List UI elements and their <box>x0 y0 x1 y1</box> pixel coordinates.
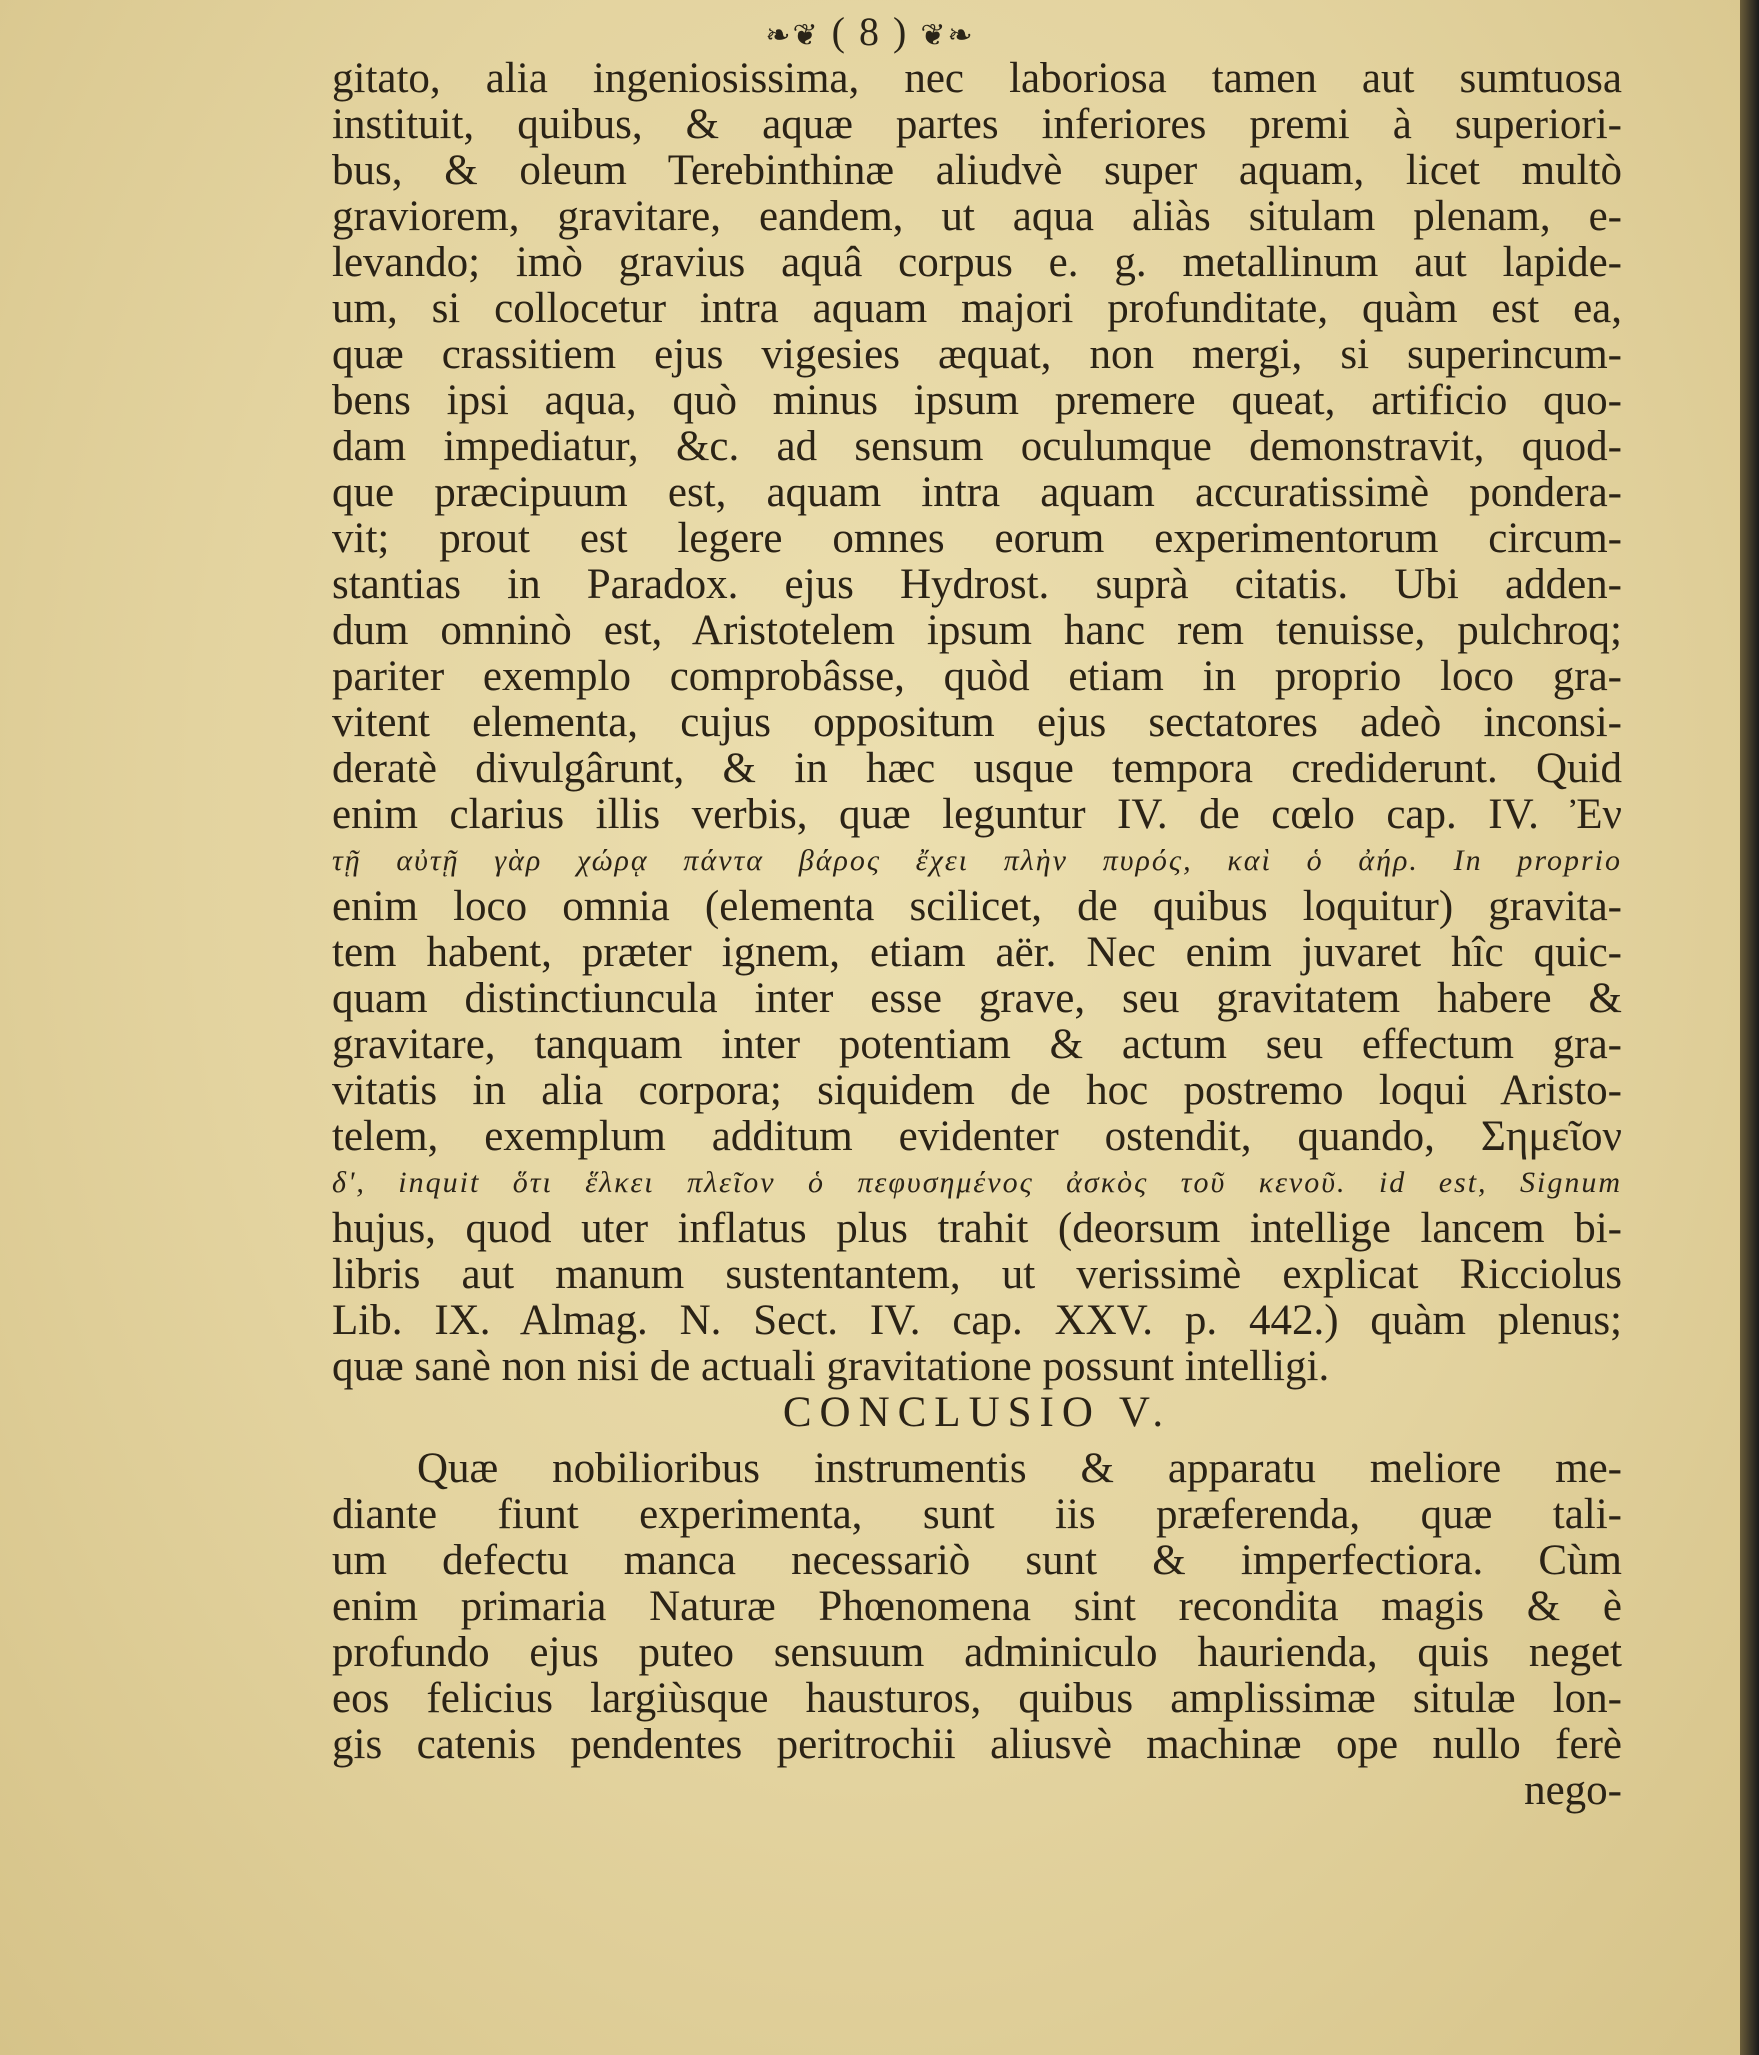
text-line: dum omninò est, Aristotelem ipsum hanc rem tenuisse, pulchroq; <box>332 607 1622 654</box>
ornament-right-icon: ❦❧ <box>920 19 975 52</box>
catchword: nego- <box>1524 1767 1622 1814</box>
text-line: bens ipsi aqua, quò minus ipsum premere queat, artificio quo- <box>332 377 1622 424</box>
text-line: enim clarius illis verbis, quæ leguntur IV. de cœlo cap. IV. Ἐν <box>332 791 1622 838</box>
text-line: bus, & oleum Terebinthinæ aliudvè super aquam, licet multò <box>332 147 1622 194</box>
paragraph-line: eos felicius largiùsque hausturos, quibus amplissimæ situlæ lon- <box>332 1675 1622 1722</box>
paragraph-line: enim primaria Naturæ Phœnomena sint recondita magis & è <box>332 1583 1622 1630</box>
body-text <box>332 56 1622 1814</box>
greek-line: τῇ αὐτῇ γὰρ χώρᾳ πάντα βάρος ἔχει πλὴν πυρός, καὶ ὁ ἀήρ. In proprio <box>332 844 1622 877</box>
text-line: graviorem, gravitare, eandem, ut aqua aliàs situlam plenam, e- <box>332 193 1622 240</box>
text-line: libris aut manum sustentantem, ut verissimè explicat Ricciolus <box>332 1251 1622 1298</box>
text-line: enim loco omnia (elementa scilicet, de quibus loquitur) gravita- <box>332 883 1622 930</box>
text-line: pariter exemplo comprobâsse, quòd etiam in proprio loco gra- <box>332 653 1622 700</box>
text-line: instituit, quibus, & aquæ partes inferiores premi à superiori- <box>332 101 1622 148</box>
text-line: quæ sanè non nisi de actuali gravitatione possunt intelligi. <box>332 1343 1330 1390</box>
text-line: Lib. IX. Almag. N. Sect. IV. cap. XXV. p. 442.) quàm plenus; <box>332 1297 1622 1344</box>
greek-line: δ', inquit ὅτι ἕλκει πλεῖον ὁ πεφυσημένος ἀσκὸς τοῦ κενοῦ. id est, Signum <box>332 1166 1622 1199</box>
text-line: vitent elementa, cujus oppositum ejus sectatores adeò inconsi- <box>332 699 1622 746</box>
text-line: telem, exemplum additum evidenter ostendit, quando, Σημεῖον <box>332 1113 1622 1160</box>
text-line: vit; prout est legere omnes eorum experimentorum circum- <box>332 515 1622 562</box>
text-line: gravitare, tanquam inter potentiam & actum seu effectum gra- <box>332 1021 1622 1068</box>
text-line: deratè divulgârunt, & in hæc usque tempora crediderunt. Quid <box>332 745 1622 792</box>
text-line: um, si collocetur intra aquam majori profunditate, quàm est ea, <box>332 285 1622 332</box>
text-line: dam impediatur, &c. ad sensum oculumque demonstravit, quod- <box>332 423 1622 470</box>
paren-open: ( <box>831 9 847 54</box>
text-line: stantias in Paradox. ejus Hydrost. suprà citatis. Ubi adden- <box>332 561 1622 608</box>
paragraph-line: Quæ nobilioribus instrumentis & apparatu meliore me- <box>417 1445 1622 1492</box>
ornament-left-icon: ❧❦ <box>765 19 820 52</box>
scan-edge <box>1740 0 1759 2055</box>
paragraph-line: diante fiunt experimenta, sunt iis præferenda, quæ tali- <box>332 1491 1622 1538</box>
text-line: levando; imò gravius aquâ corpus e. g. metallinum aut lapide- <box>332 239 1622 286</box>
text-line: hujus, quod uter inflatus plus trahit (deorsum intellige lancem bi- <box>332 1205 1622 1252</box>
text-line: tem habent, præter ignem, etiam aër. Nec enim juvaret hîc quic- <box>332 929 1622 976</box>
paragraph-line: um defectu manca necessariò sunt & imperfectiora. Cùm <box>332 1537 1622 1584</box>
page-number: 8 <box>859 9 881 54</box>
text-line: vitatis in alia corpora; siquidem de hoc postremo loqui Aristo- <box>332 1067 1622 1114</box>
text-line: quam distinctiuncula inter esse grave, seu gravitatem habere & <box>332 975 1622 1022</box>
page-header <box>0 8 1740 55</box>
section-heading: CONCLUSIO V. <box>782 1389 1172 1436</box>
paragraph-line: gis catenis pendentes peritrochii aliusvè machinæ ope nullo ferè <box>332 1721 1622 1768</box>
paren-close: ) <box>893 9 909 54</box>
text-line: gitato, alia ingeniosissima, nec laboriosa tamen aut sumtuosa <box>332 55 1622 102</box>
text-line: que præcipuum est, aquam intra aquam accuratissimè pondera- <box>332 469 1622 516</box>
paragraph-line: profundo ejus puteo sensuum adminiculo haurienda, quis neget <box>332 1629 1622 1676</box>
text-line: quæ crassitiem ejus vigesies æquat, non mergi, si superincum- <box>332 331 1622 378</box>
